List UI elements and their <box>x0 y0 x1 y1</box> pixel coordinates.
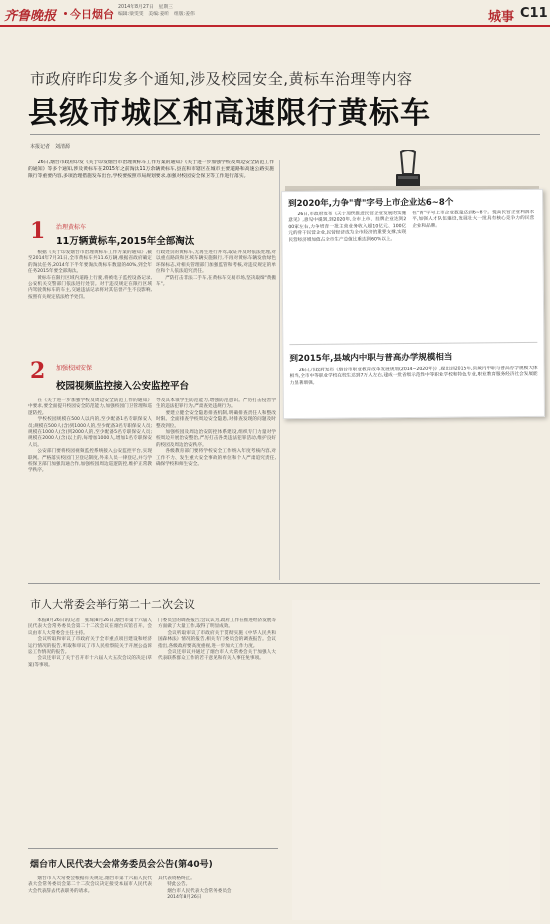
vertical-divider <box>279 160 280 580</box>
section-1-number: 1 <box>30 218 46 244</box>
box-title-2: 到2015年,县域内中职与普高办学规模相当 <box>289 352 453 365</box>
section-1-label: 治理黄标车 <box>56 224 87 231</box>
section-1-column-2: 行政处罚的黄标车,无再生进行并驾,取证并及时依法处理,对以重点路段和区域车辆实施限行,不再对黄标车辆发放绿色环保标志,对相关管理部门加强监管和考核,对违反规定的单位和个人依法追究责任。 严防打击非法二手车,在黄标车交易市场,坚决取缔"黄搬车"。 <box>156 250 276 288</box>
box-text-2: 26日,市政府发布《烟台市职业教育改革发展规划(2014~2020年)》,提出到2015年,县域内中职与普高办学规模大体相当,全市中等职业学校在校生达到7万人左右,建成一批省级示范性中等职业学校和特色专业,职业教育服务经济社会发展能力显著增强。 <box>289 365 538 386</box>
section-2-column-2: 导及其本领学生防范能力,增强防范意识。严厉打击侵害学生的违法犯罪行为,严肃查处违规行为。 要建立健全安全隐患排查机制,明确排查责任人和整改时限。全面排查学校周边安全隐患,对排查发现的问题及时整改到位。 加强校园及周边治安防控体系建设,组织专门力量对学校周边开展治安整治,严厉打击各类违法犯罪活动,维护良好的校园及周边治安秩序。 各级教育部门要将学校安全工作纳入年度考核内容,对工作不力、发生重大安全事故的单位和个人严肃追究责任,确保学校和师生安全。 <box>156 398 276 468</box>
section-2-number: 2 <box>30 358 46 384</box>
notice-title: 烟台市人民代表大会常务委员会公告(第40号) <box>30 860 213 870</box>
box-divider <box>289 342 537 345</box>
npc-column-1: 本报8月26日讯(记者 张琛)8月26日,烟台市第十六届人民代表大会常务委员会第二十二次会议在烟台宾馆召开。会议由市人大常委会主任主持。 会议听取和审议了市政府关于全市重点项目建设和经济运行情况的报告,听取和审议了市人民检察院关于开展公益诉讼工作情况的报告。 会议还审议了关于召开市十六届人大五次会议的决定(草案)等事项。 <box>28 618 152 668</box>
section-2-column-1: 在《关于进一步加强学校及周边安全防范工作的通知》中要求,要全面提升校园安全防范能力,加强校园门卫管理和巡逻防控。 学校校园规模在500人以内的,至少配备1名专职保安人员;规模在500人(含)到1000人的,至少配备3名专职保安人员;规模在1000人(含)到2000人的,至少配备5名专职保安人员;规模在2000人(含)以上的,每增加1000人,增加1名专职保安人员。 公安部门要将校园视频监控系统接入公安监控平台,实现联网。严格落实校园门卫登记制度,外来人员一律登记,并与学校保卫部门加强沟通合作,加强校园周边巡逻防控,维护正常教学秩序。 <box>28 398 152 474</box>
npc-column-2: 门委员会的调查报告;会议认为,政府工作在推进经济发展等方面做了大量工作,取得了明显成效。 会议听取审议了市政府关于贯彻实施《中华人民共和国森林法》情况的报告,相关专门委员会的调查报告。会议指出,各级政府要高度重视,进一步加大工作力度。 会议还审议并通过了烟台市人大常委会关于加强人大代表联系群众工作的若干意见和有关人事任免事项。 <box>158 618 276 662</box>
section-rule <box>28 583 540 584</box>
section-2-title: 校园视频监控接入公安监控平台 <box>56 381 190 392</box>
box-text-1a: 26日,市政府发布《关于加快推进民营企业发展的实施意见》,意见中提到,到2020年,全市上市、挂牌企业达到200家左右,力争培育一批主营业务收入超10亿元、100亿元的骨干民营企业,民营经济成为全市经济的重要支撑,实现民营经济增加值占全市生产总值比重达到60%以上。 <box>288 211 407 243</box>
notice-rule <box>28 848 278 849</box>
page-number: C11 <box>520 6 548 21</box>
notice-column-2: 其代表资格终止。 特此公告。 烟台市人民代表大会常务委员会 2014年8月26日 <box>158 876 232 901</box>
header-rule <box>0 25 550 27</box>
box-text-1b: 在"青"字号上市企业数量达到6~8个。提高民营企业利润水平,加强人才队伍建设,发展壮大一批具有核心竞争力的民营企业和品牌。 <box>412 209 535 229</box>
lead-byline: 本报记者 刘清源 <box>30 144 71 150</box>
section-1-title: 11万辆黄标车,2015年全部淘汰 <box>56 236 195 247</box>
right-ghost-column <box>292 600 540 920</box>
box-title-1: 到2020年,力争"青"字号上市企业达6~8个 <box>288 197 454 210</box>
notice-column-1: 烟台市人大常委会根据有关规定,烟台市第十六届人民代表大会常务委员会第二十二次会议决定接受本届市人民代表大会代表辞去代表职务的请求。 <box>28 876 152 894</box>
lead-headline: 县级市城区和高速限行黄标车 <box>28 96 431 131</box>
section-2-label: 加强校园安保 <box>56 365 93 372</box>
masthead <box>0 0 550 26</box>
section-name: 今日烟台 <box>70 8 114 21</box>
lead-intro: 26日,烟台市政府印发《关于印发烟台市治理黄标车工作方案的通知》《关于进一步加强学校及周边安全防范工作的通知》等多个通知,涉及黄标车在2015年之前淘汰11万余辆黄标车,县直和市辖区在城市主要道路和高速公路实施限行等重要内容,多项治理措施发布出台,学校要按照市局规划要求,加强对校园安全保卫等工作进行落实。 <box>28 160 274 179</box>
section-1-column-1: 根据《关于印发烟台市治理黄标车工作方案的通知》,截至2014年7月31日,全市黄标车共11.6万辆,根据省政府确定的淘汰任务,2014年下半年要淘汰黄标车数量的40%,到全年任务2015年要全部淘汰。 黄标车在限行区域内道路上行驶,将被电子监控设备记录,公安机关交警部门依法进行处罚。对于违反规定在限行区域内驾驶黄标车的车主,交通违法记录将对其信誉产生不良影响,按照有关规定依法给予处罚。 <box>28 250 152 300</box>
issue-date: 2014年8月27日 星期三 <box>118 5 173 10</box>
headline-rule <box>30 134 540 135</box>
page-label: 城事 <box>488 10 515 25</box>
newspaper-logo: 齐鲁晚报 <box>4 9 57 24</box>
npc-article-title: 市人大常委会举行第二十二次会议 <box>30 598 195 611</box>
separator-dot-icon <box>64 12 67 15</box>
info-box <box>281 189 545 419</box>
lead-subhead: 市政府昨印发多个通知,涉及校园安全,黄标车治理等内容 <box>30 70 413 88</box>
editor-credits: 编辑:梁雯雯 美编:姜昕 组版:姜伟 <box>118 12 195 17</box>
